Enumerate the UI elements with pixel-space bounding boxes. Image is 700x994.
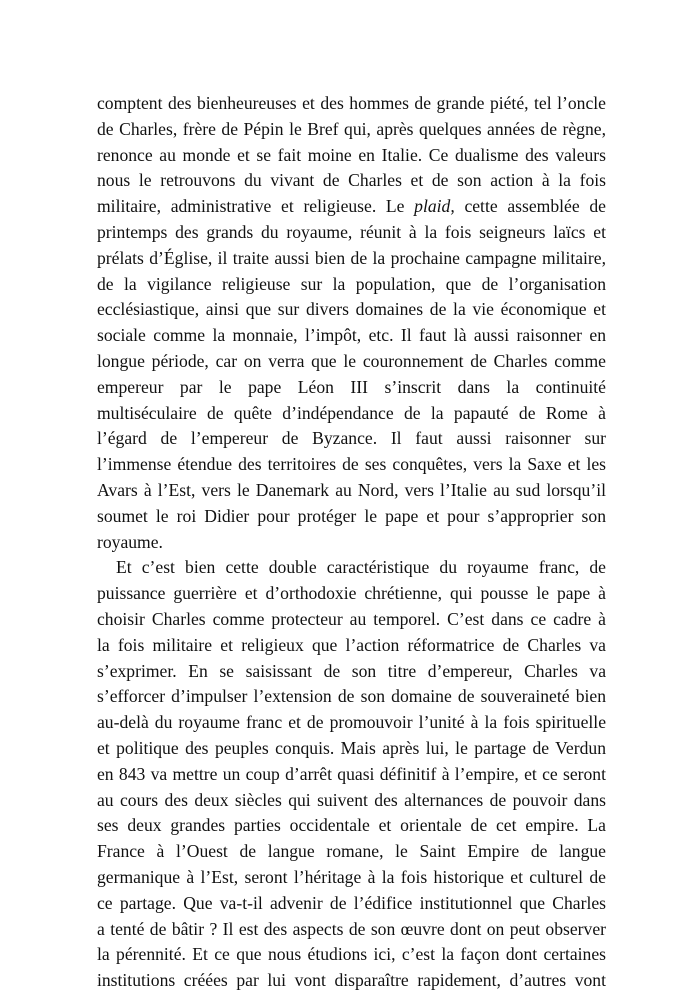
word: Le xyxy=(385,196,405,217)
text-line: de Charles, frère de Pépin le Bref qui, après quelques années de règne, xyxy=(97,118,606,139)
text-line: la fois militaire et religieux que l’action réformatrice de Charles va xyxy=(97,634,606,655)
text-line: au-delà du royaume franc et de promouvoir l’unité à la fois spirituelle xyxy=(97,712,606,733)
text-line: comptent des bienheureuses et des hommes de grande piété, tel l’oncle xyxy=(97,93,606,113)
text-line: Et c’est bien cette double caractéristique du royaume franc, de xyxy=(116,557,606,578)
text-line: Avars à l’Est, vers le Danemark au Nord, vers l’Italie au sud lorsqu’il xyxy=(97,479,606,500)
word: militaire, xyxy=(97,196,162,217)
word: assemblée xyxy=(507,196,580,217)
word: administrative xyxy=(170,196,272,217)
text-line: sociale comme la monnaie, l’impôt, etc. Il faut là aussi raisonner en xyxy=(97,325,606,346)
text-line: s’efforcer d’impulser l’extension de son domaine de souveraineté bien xyxy=(97,686,606,707)
text-line: renonce au monde et se fait moine en Italie. Ce dualisme des valeurs xyxy=(97,144,606,165)
text-line xyxy=(97,194,606,220)
paragraph-2 xyxy=(97,555,606,994)
text-line: et politique des peuples conquis. Mais après lui, le partage de Verdun xyxy=(97,737,606,758)
text-line: France à l’Ouest de langue romane, le Saint Empire de langue xyxy=(97,841,606,862)
text-line: germanique à l’Est, seront l’héritage à la fois historique et culturel de xyxy=(97,866,606,887)
word: de xyxy=(589,196,606,217)
word: cette xyxy=(464,196,498,217)
text-line: s’exprimer. En se saisissant de son titre d’empereur, Charles va xyxy=(97,660,606,681)
text-line: choisir Charles comme protecteur au temporel. C’est dans ce cadre à xyxy=(97,608,606,629)
text-line: institutions créées par lui vont disparaître rapidement, d’autres vont xyxy=(97,970,606,991)
text-line: l’immense étendue des territoires de ses conquêtes, vers la Saxe et les xyxy=(97,454,606,475)
text-line: prélats d’Église, il traite aussi bien de la prochaine campagne militaire, xyxy=(97,247,606,268)
text-line: royaume. xyxy=(97,531,163,552)
text-line: ce partage. Que va-t-il advenir de l’édifice institutionnel que Charles xyxy=(97,892,606,913)
text-line: multiséculaire de quête d’indépendance de la papauté de Rome à xyxy=(97,402,606,423)
paragraph-1 xyxy=(97,91,606,555)
text-line: longue période, car on verra que le couronnement de Charles comme xyxy=(97,350,606,371)
text-line: ecclésiastique, ainsi que sur divers domaines de la vie économique et xyxy=(97,299,606,320)
text-line: nous le retrouvons du vivant de Charles et de son action à la fois xyxy=(97,170,606,191)
text-line: printemps des grands du royaume, réunit à la fois seigneurs laïcs et xyxy=(97,221,606,242)
text-line: ses deux grandes parties occidentale et orientale de cet empire. La xyxy=(97,815,606,836)
text-line: de la vigilance religieuse sur la population, que de l’organisation xyxy=(97,273,606,294)
text-line: soumet le roi Didier pour protéger le pape et pour s’approprier son xyxy=(97,505,606,526)
word: plaid, xyxy=(414,196,455,217)
document-page xyxy=(97,91,606,994)
text-line: empereur par le pape Léon III s’inscrit dans la continuité xyxy=(97,376,606,397)
text-line: en 843 va mettre un coup d’arrêt quasi définitif à l’empire, et ce seront xyxy=(97,763,606,784)
text-line: a tenté de bâtir ? Il est des aspects de son œuvre dont on peut observer xyxy=(97,918,606,939)
word: religieuse. xyxy=(303,196,377,217)
text-line: au cours des deux siècles qui suivent des alternances de pouvoir dans xyxy=(97,789,606,810)
text-line: l’égard de l’empereur de Byzance. Il faut aussi raisonner sur xyxy=(97,428,606,449)
text-line: puissance guerrière et d’orthodoxie chrétienne, qui pousse le pape à xyxy=(97,583,606,604)
text-line: la pérennité. Et ce que nous étudions ici, c’est la façon dont certaines xyxy=(97,944,606,965)
word: et xyxy=(281,196,294,217)
